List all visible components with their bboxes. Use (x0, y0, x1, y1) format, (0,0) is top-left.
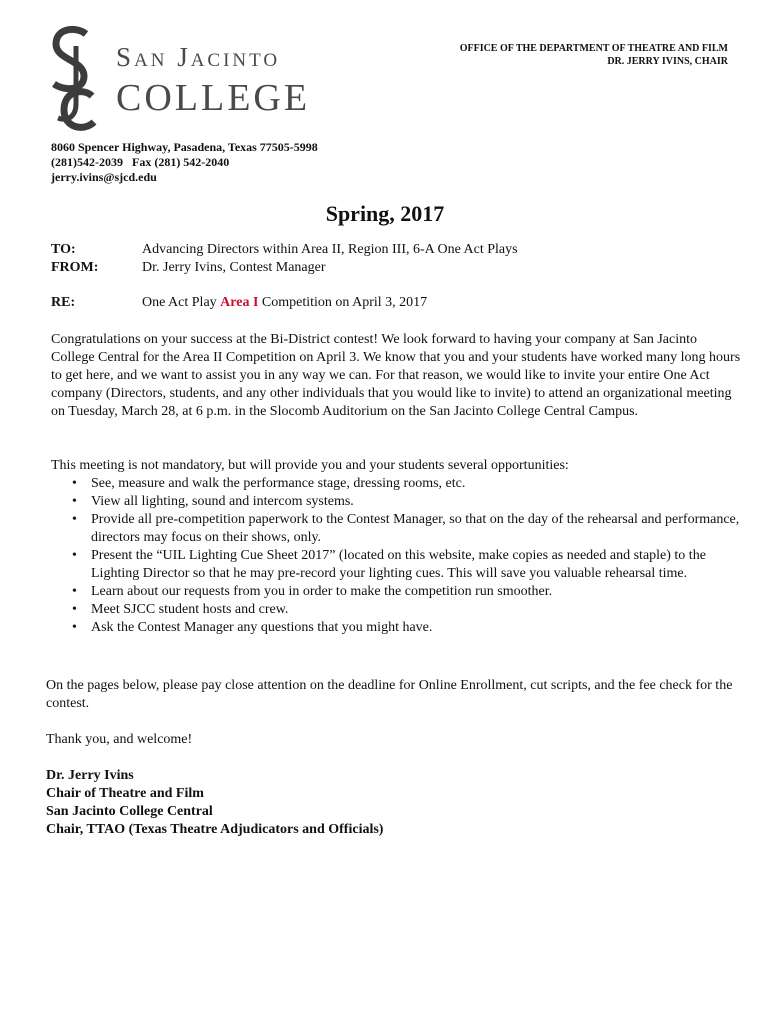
signature-title: Chair of Theatre and Film (46, 786, 204, 801)
re-value (142, 294, 427, 312)
paragraph-opportunities (51, 457, 741, 637)
bullet-icon: • (72, 494, 77, 509)
bullet-icon: • (72, 602, 77, 617)
logo-line-san-jacinto: San Jacinto (116, 42, 281, 72)
to-value: Advancing Directors within Area II, Region III, 6-A One Act Plays (142, 242, 518, 257)
paragraph-congratulations: Congratulations on your success at the Bi-District contest! We look forward to having your company at San Jacinto College Central for the Area II Competition on April 3. We know that you and your students have worked many long hours to get here, and we want to assist you in any way we can. For that reason, we would like to invite your entire One Act company (Directors, students, and any other individuals that you would like to invite) to attend an organizational meeting on Tuesday, March 28, at 6 p.m. in the Slocomb Auditorium on the San Jacinto College Central Campus. (51, 332, 741, 419)
list-item: • Provide all pre-competition paperwork to the Contest Manager, so that on the day of the rehearsal and performance, directors may focus on their shows, only. (72, 512, 740, 545)
list-item: • Ask the Contest Manager any questions that you might have. (72, 620, 433, 635)
re-prefix: One Act Play (142, 295, 221, 310)
re-highlight: Area I (220, 295, 259, 310)
bullet-icon: • (72, 620, 77, 635)
sjc-monogram-icon (46, 26, 102, 132)
bullet-icon: • (72, 476, 77, 491)
signature-block (46, 767, 383, 839)
opportunities-list (51, 475, 741, 637)
email-address: jerry.ivins@sjcd.edu (51, 170, 157, 184)
from-value: Dr. Jerry Ivins, Contest Manager (142, 260, 326, 275)
opportunities-intro: This meeting is not mandatory, but will provide you and your students several opportunities: (51, 458, 569, 473)
list-item: • Learn about our requests from you in order to make the competition run smoother. (72, 584, 553, 599)
contact-address (51, 140, 318, 185)
re-label: RE: (51, 295, 76, 310)
to-label: TO: (51, 242, 76, 257)
list-item: • View all lighting, sound and intercom systems. (72, 494, 354, 509)
department-chair: DR. JERRY IVINS, CHAIR (607, 56, 728, 67)
college-logo (46, 26, 336, 136)
phone-fax: (281)542-2039 Fax (281) 542-2040 (51, 155, 230, 169)
from-label: FROM: (51, 260, 99, 275)
page-title: Spring, 2017 (325, 201, 445, 226)
list-item: • See, measure and walk the performance stage, dressing rooms, etc. (72, 476, 466, 491)
bullet-icon: • (72, 512, 77, 527)
bullet-icon: • (72, 584, 77, 599)
list-item: • Present the “UIL Lighting Cue Sheet 2017” (located on this website, make copies as needed and staple) to the Lighting Director so that he may pre-record your lighting cues. This will save you valuable rehearsal time. (72, 548, 706, 581)
list-item: • Meet SJCC student hosts and crew. (72, 602, 289, 617)
department-header (460, 42, 728, 68)
signature-institution: San Jacinto College Central (46, 804, 213, 819)
signature-affiliation: Chair, TTAO (Texas Theatre Adjudicators and Officials) (46, 822, 384, 837)
bullet-icon: • (72, 548, 77, 563)
street-address: 8060 Spencer Highway, Pasadena, Texas 77505-5998 (51, 140, 318, 154)
logo-line-college: COLLEGE (116, 77, 311, 119)
signature-name: Dr. Jerry Ivins (46, 768, 134, 783)
paragraph-deadline: On the pages below, please pay close attention on the deadline for Online Enrollment, cut scripts, and the fee check for the contest. (46, 678, 733, 711)
re-suffix: Competition on April 3, 2017 (258, 295, 428, 310)
department-name: OFFICE OF THE DEPARTMENT OF THEATRE AND FILM (459, 43, 728, 54)
paragraph-thanks: Thank you, and welcome! (46, 732, 193, 747)
